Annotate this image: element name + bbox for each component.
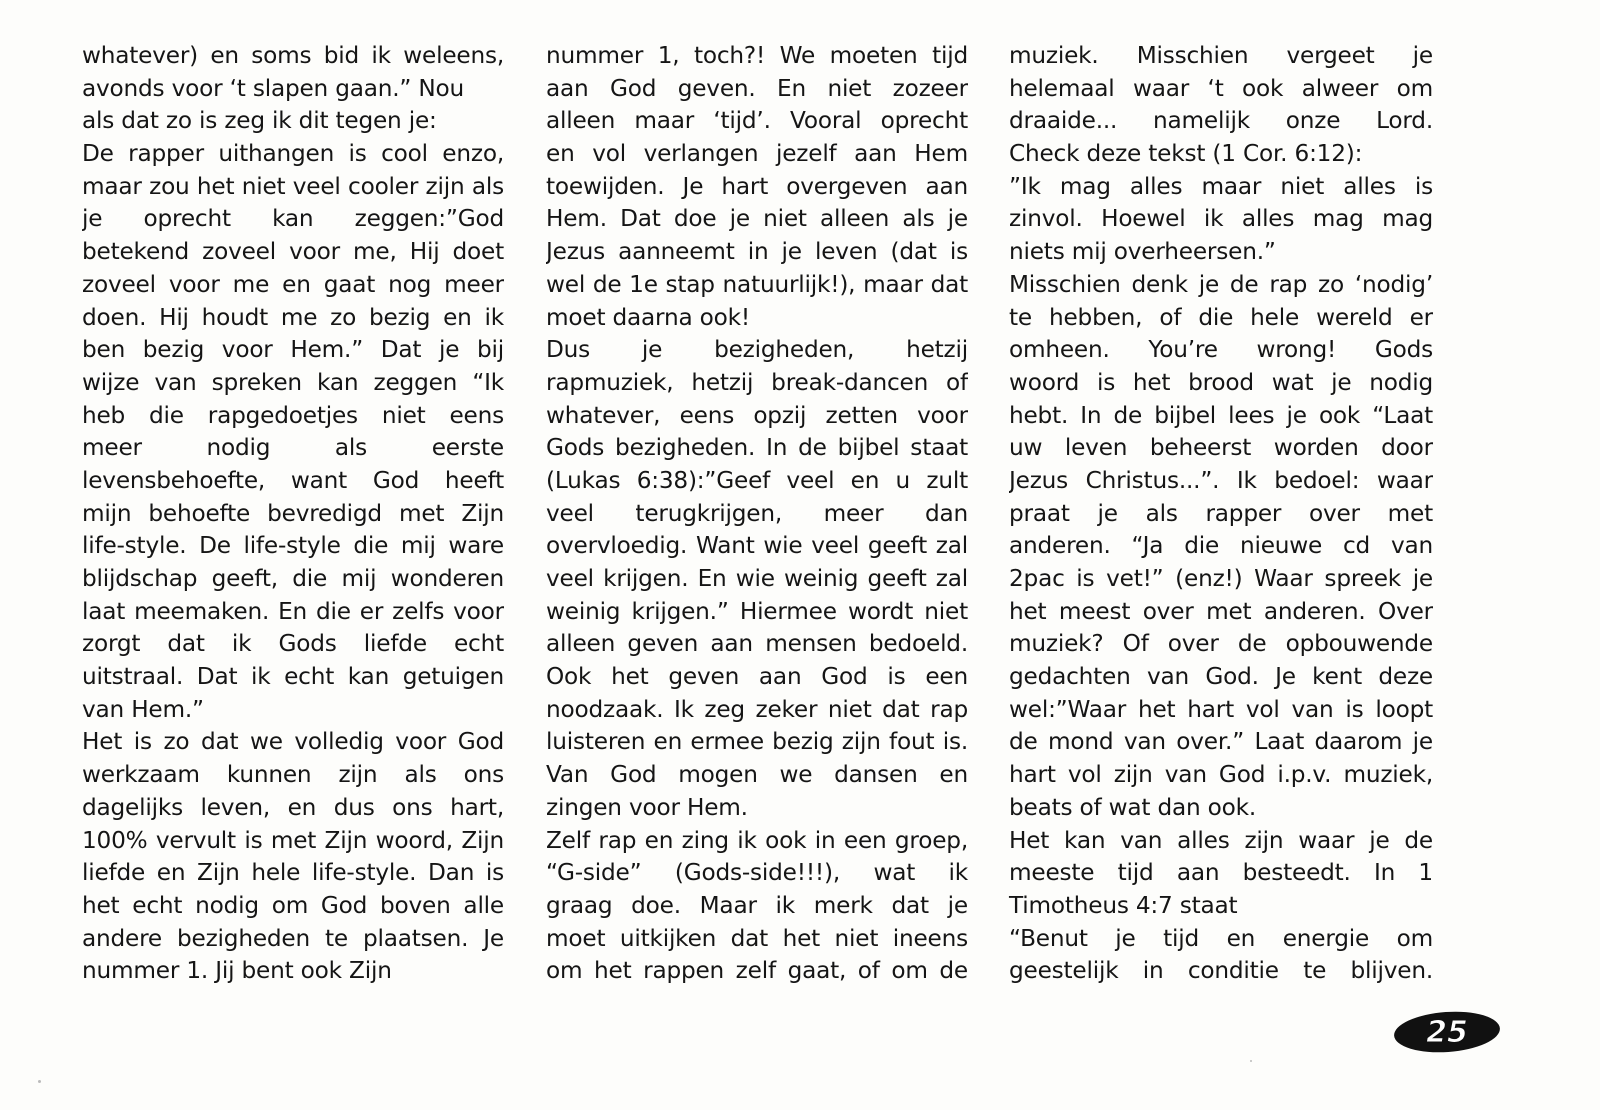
text-line: graag doe. Maar ik merk dat je (546, 891, 968, 919)
text-line: “Benut je tijd en energie om (1009, 924, 1433, 952)
text-line: Hem. Dat doe je niet alleen als je (546, 205, 968, 233)
text-line: muziek? Of over de opbouwende (1009, 630, 1433, 658)
text-line: alleen geven aan mensen bedoeld. (546, 630, 968, 658)
text-line: hebt. In de bijbel lees je ook “Laat (1009, 401, 1433, 429)
text-line: levensbehoefte, want God heeft (82, 466, 504, 494)
text-line: maar zou het niet veel cooler zijn als (82, 172, 504, 200)
text-line: praat je als rapper over met (1009, 499, 1433, 527)
text-line: nummer 1. Jij bent ook Zijn (82, 957, 392, 985)
text-line: veel krijgen. En wie weinig geeft zal (546, 565, 968, 593)
text-line: avonds voor ‘t slapen gaan.” Nou (82, 74, 465, 102)
text-line: geestelijk in conditie te blijven. (1009, 957, 1433, 985)
text-line: toewijden. Je hart overgeven aan (546, 172, 968, 200)
text-line: zinvol. Hoewel ik alles mag mag (1009, 205, 1433, 233)
text-line: om het rappen zelf gaat, of om de (546, 957, 968, 985)
text-line: wel:”Waar het hart vol van is loopt (1009, 695, 1433, 723)
text-line: omheen. You’re wrong! Gods (1009, 336, 1433, 364)
text-line: Het is zo dat we volledig voor God (82, 728, 504, 756)
text-line: Check deze tekst (1 Cor. 6:12): (1009, 140, 1363, 168)
text-line: hart vol zijn van God i.p.v. muziek, (1009, 761, 1433, 789)
text-line: rapmuziek, hetzij break-dancen of (546, 368, 968, 396)
text-line: als dat zo is zeg ik dit tegen je: (82, 107, 437, 135)
text-line: beats of wat dan ook. (1009, 793, 1257, 821)
text-line: Gods bezigheden. In de bijbel staat (546, 434, 968, 462)
text-line: en vol verlangen jezelf aan Hem (546, 140, 968, 168)
text-line: wijze van spreken kan zeggen “Ik (82, 368, 504, 396)
text-line: het meest over met anderen. Over (1009, 597, 1433, 625)
text-line: draaide... namelijk onze Lord. (1009, 107, 1433, 135)
text-line: muziek. Misschien vergeet je (1009, 42, 1433, 69)
text-line: Timotheus 4:7 staat (1009, 891, 1238, 919)
text-line: Misschien denk je de rap zo ‘nodig’ (1009, 270, 1433, 298)
text-column-3 (1009, 40, 1433, 988)
text-line: de mond van over.” Laat daarom je (1009, 728, 1433, 756)
page-number: 25 (1426, 1014, 1468, 1050)
text-line: Jezus aanneemt in je leven (dat is (546, 238, 968, 266)
text-line: life-style. De life-style die mij ware (82, 532, 504, 560)
text-line: zorgt dat ik Gods liefde echt (82, 630, 504, 658)
text-line: nummer 1, toch?! We moeten tijd (546, 42, 968, 69)
scan-speck (1250, 1060, 1252, 1062)
text-line: (Lukas 6:38):”Geef veel en u zult (546, 466, 968, 494)
text-line: anderen. “Ja die nieuwe cd van (1009, 532, 1433, 560)
text-line: gedachten van God. Je kent deze (1009, 663, 1433, 691)
text-line: “G-side” (Gods-side!!!), wat ik (546, 859, 968, 887)
text-line: niets mij overheersen.” (1009, 238, 1276, 266)
text-line: Ook het geven aan God is een (546, 663, 968, 691)
text-line: betekend zoveel voor me, Hij doet (82, 238, 504, 266)
text-line: mijn behoefte bevredigd met Zijn (82, 499, 504, 527)
text-line: doen. Hij houdt me zo bezig en ik (82, 303, 504, 331)
text-line: Het kan van alles zijn waar je de (1009, 826, 1433, 854)
text-line: moet uitkijken dat het niet ineens (546, 924, 968, 952)
text-line: zingen voor Hem. (546, 793, 748, 821)
text-line: whatever) en soms bid ik weleens, (82, 42, 504, 69)
text-line: blijdschap geeft, die mij wonderen (82, 565, 504, 593)
text-line: Jezus Christus...”. Ik bedoel: waar (1009, 466, 1433, 494)
text-line: liefde en Zijn hele life-style. Dan is (82, 859, 504, 887)
text-line: woord is het brood wat je nodig (1009, 368, 1433, 396)
text-line: ben bezig voor Hem.” Dat je bij (82, 336, 504, 364)
text-line: 100% vervult is met Zijn woord, Zijn (82, 826, 504, 854)
text-line: je oprecht kan zeggen:”God (82, 205, 504, 233)
text-line: weinig krijgen.” Hiermee wordt niet (546, 597, 968, 625)
text-line: laat meemaken. En die er zelfs voor (82, 597, 504, 625)
text-line: veel terugkrijgen, meer dan (546, 499, 968, 527)
text-line: luisteren en ermee bezig zijn fout is. (546, 728, 968, 756)
text-line: De rapper uithangen is cool enzo, (82, 140, 504, 168)
scan-speck (38, 1080, 41, 1083)
text-line: Zelf rap en zing ik ook in een groep, (546, 826, 968, 854)
page-number-badge (1392, 1008, 1502, 1056)
text-line: van Hem.” (82, 695, 204, 723)
text-line: heb die rapgedoetjes niet eens (82, 401, 504, 429)
text-line: uw leven beheerst worden door (1009, 434, 1433, 462)
text-line: zoveel voor me en gaat nog meer (82, 270, 504, 298)
text-line: aan God geven. En niet zozeer (546, 74, 968, 102)
text-column-1 (82, 40, 504, 988)
text-line: meer nodig als eerste (82, 434, 504, 462)
text-line: whatever, eens opzij zetten voor (546, 401, 968, 429)
text-line: wel de 1e stap natuurlijk!), maar dat (546, 270, 968, 298)
text-line: ”Ik mag alles maar niet alles is (1009, 172, 1433, 200)
text-line: moet daarna ook! (546, 303, 750, 331)
text-line: uitstraal. Dat ik echt kan getuigen (82, 663, 504, 691)
text-column-2 (546, 40, 968, 988)
text-line: noodzaak. Ik zeg zeker niet dat rap (546, 695, 968, 723)
text-line: andere bezigheden te plaatsen. Je (82, 924, 504, 952)
text-line: 2pac is vet!” (enz!) Waar spreek je (1009, 565, 1433, 593)
text-line: Dus je bezigheden, hetzij (546, 336, 968, 364)
text-line: meeste tijd aan besteedt. In 1 (1009, 859, 1433, 887)
text-line: dagelijks leven, en dus ons hart, (82, 793, 504, 821)
text-line: te hebben, of die hele wereld er (1009, 303, 1433, 331)
text-line: overvloedig. Want wie veel geeft zal (546, 532, 968, 560)
text-line: werkzaam kunnen zijn als ons (82, 761, 504, 789)
text-line: het echt nodig om God boven alle (82, 891, 504, 919)
text-line: Van God mogen we dansen en (546, 761, 968, 789)
text-line: alleen maar ‘tijd’. Vooral oprecht (546, 107, 968, 135)
text-line: helemaal waar ‘t ook alweer om (1009, 74, 1433, 102)
